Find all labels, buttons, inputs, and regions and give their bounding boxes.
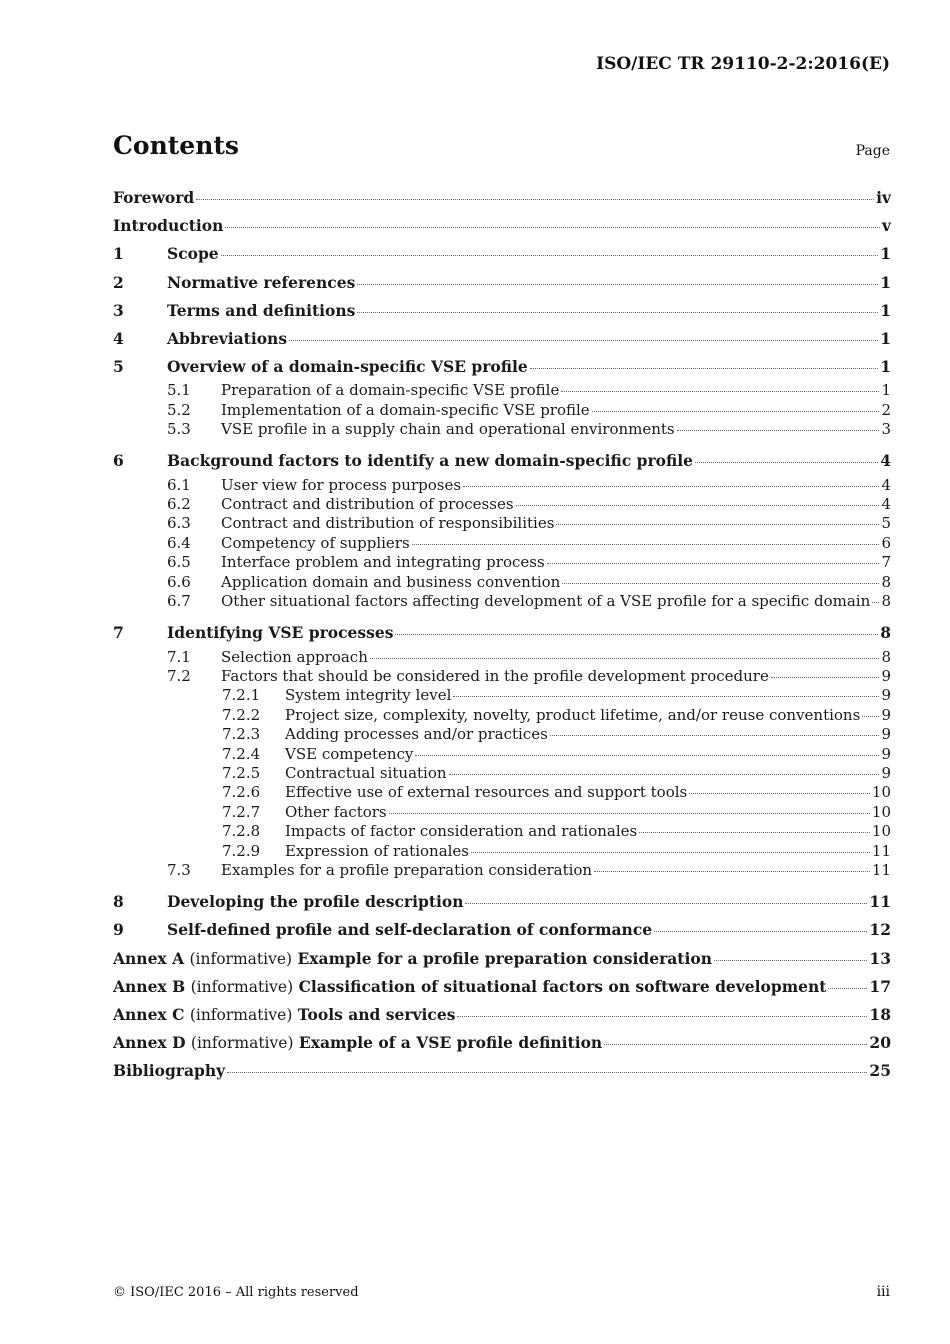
toc-entry-page: 10 — [871, 822, 891, 841]
toc-entry-title: User view for process purposes — [221, 475, 462, 494]
toc-entry[interactable] — [113, 686, 891, 705]
toc-entry[interactable] — [113, 888, 891, 916]
toc-entry-page: 4 — [881, 495, 891, 514]
toc-entry[interactable] — [113, 447, 891, 475]
toc-entry-title: Preparation of a domain-specific VSE profile — [221, 381, 560, 400]
toc-entry-title: VSE competency — [285, 744, 414, 763]
toc-entry-number: 5 — [113, 357, 124, 377]
toc-entry-title: System integrity level — [285, 686, 452, 705]
toc-entry-number: 7.2.6 — [222, 783, 261, 802]
annex-type: (informative) — [189, 949, 293, 968]
dot-leader — [457, 1016, 867, 1017]
toc-entry[interactable] — [113, 706, 891, 725]
toc-entry-title: Abbreviations — [167, 328, 288, 348]
toc-entry[interactable] — [113, 842, 891, 861]
toc-entry-title: Application domain and business convention — [221, 572, 561, 591]
toc-entry-number: 7.2.5 — [222, 763, 261, 782]
toc-entry[interactable] — [113, 212, 891, 240]
dot-leader — [547, 563, 880, 564]
toc-entry[interactable] — [113, 725, 891, 744]
annex-label: Annex B — [113, 976, 186, 996]
toc-entry-page: 9 — [881, 686, 891, 705]
toc-entry-title: Terms and definitions — [167, 300, 356, 320]
annex-title: Example for a profile preparation consideration — [297, 948, 712, 968]
document-id: ISO/IEC TR 29110-2-2:2016(E) — [596, 54, 890, 74]
dot-leader — [562, 583, 879, 584]
toc-entry-title: Overview of a domain-specific VSE profile — [167, 357, 528, 377]
toc-entry-number: 3 — [113, 300, 124, 320]
toc-entry[interactable] — [113, 420, 891, 439]
toc-entry-title: Other situational factors affecting development of a VSE profile for a specific domain — [221, 592, 871, 611]
dot-leader — [221, 255, 879, 256]
toc-entry-page: 1 — [881, 381, 891, 400]
toc-entry-page: 1 — [880, 328, 891, 348]
dot-leader — [196, 199, 874, 200]
dot-leader — [771, 677, 880, 678]
toc-entry[interactable] — [113, 269, 891, 297]
toc-entry-page: 12 — [869, 920, 891, 940]
dot-leader — [654, 931, 867, 932]
toc-entry-number: 7.1 — [167, 647, 191, 666]
contents-heading: Contents — [113, 131, 240, 160]
dot-leader — [289, 340, 878, 341]
toc-entry[interactable] — [113, 667, 891, 686]
toc-entry-number: 2 — [113, 272, 124, 292]
annex-label: Annex A — [113, 948, 185, 968]
dot-leader — [714, 960, 867, 961]
toc-entry[interactable] — [113, 401, 891, 420]
toc-entry-page: 1 — [880, 300, 891, 320]
toc-entry-page: 25 — [869, 1061, 891, 1081]
toc-entry-page: 1 — [880, 244, 891, 264]
toc-entry-number: 7.2.9 — [222, 841, 261, 860]
toc-entry-page: 17 — [869, 976, 891, 996]
copyright-notice: © ISO/IEC 2016 – All rights reserved — [113, 1285, 359, 1300]
toc-entry-page: 1 — [880, 272, 891, 292]
toc-entry-number: 6.7 — [167, 592, 191, 611]
toc-entry-page: 6 — [881, 533, 891, 552]
toc-entry-title: Impacts of factor consideration and rationales — [285, 822, 638, 841]
toc-entry-title: Interface problem and integrating process — [221, 553, 545, 572]
toc-entry[interactable] — [113, 553, 891, 572]
toc-entry-number: 7.2.8 — [222, 822, 261, 841]
annex-label: Annex C — [113, 1005, 185, 1025]
dot-leader — [872, 602, 879, 603]
toc-entry[interactable] — [113, 648, 891, 667]
toc-entry-title — [113, 1029, 602, 1057]
toc-entry-number: 7.2.7 — [222, 802, 261, 821]
toc-entry-title: Implementation of a domain-specific VSE profile — [221, 400, 590, 419]
toc-entry-page: 10 — [871, 783, 891, 802]
toc-entry-page: 8 — [880, 623, 891, 643]
toc-entry[interactable] — [113, 514, 891, 533]
page-number: iii — [876, 1284, 890, 1300]
toc-entry-number: 6.4 — [167, 533, 191, 552]
annex-title: Tools and services — [297, 1005, 456, 1025]
toc-entry-title: Contractual situation — [285, 763, 447, 782]
toc-entry[interactable] — [113, 381, 891, 400]
toc-entry-title: Effective use of external resources and support tools — [285, 783, 688, 802]
toc-entry-page: 3 — [881, 420, 891, 439]
toc-entry-page: v — [881, 216, 891, 236]
toc-entry-title: Developing the profile description — [167, 892, 464, 912]
dot-leader — [594, 871, 870, 872]
toc-entry-page: 8 — [881, 647, 891, 666]
toc-entry-page: 9 — [881, 666, 891, 685]
dot-leader — [828, 988, 867, 989]
toc-entry-page: 8 — [881, 572, 891, 591]
table-of-contents — [113, 184, 891, 1086]
toc-entry-page: 4 — [880, 451, 891, 471]
toc-entry-page: iv — [876, 188, 891, 207]
toc-entry-title: Other factors — [285, 802, 387, 821]
toc-entry-page: 20 — [869, 1033, 891, 1053]
toc-entry[interactable] — [113, 803, 891, 822]
annex-title: Classification of situational factors on software development — [298, 976, 827, 996]
toc-entry-title: Identifying VSE processes — [167, 623, 394, 643]
toc-entry-number: 7 — [113, 623, 124, 643]
toc-entry[interactable] — [113, 619, 891, 647]
toc-entry[interactable] — [113, 1029, 891, 1057]
toc-entry-page: 10 — [871, 802, 891, 821]
toc-entry[interactable] — [113, 764, 891, 783]
dot-leader — [370, 658, 880, 659]
toc-entry-page: 18 — [869, 1005, 891, 1025]
dot-leader — [604, 1044, 867, 1045]
toc-entry[interactable] — [113, 916, 891, 944]
toc-entry-number: 7.3 — [167, 860, 191, 879]
dot-leader — [415, 755, 879, 756]
toc-entry-title — [113, 973, 826, 1001]
dot-leader — [227, 1072, 867, 1073]
dot-leader — [395, 634, 878, 635]
toc-entry-number: 7.2.3 — [222, 725, 261, 744]
toc-entry[interactable] — [113, 476, 891, 495]
toc-entry-title: Background factors to identify a new domain-specific profile — [167, 451, 693, 471]
dot-leader — [357, 284, 878, 285]
toc-entry-title: Normative references — [167, 272, 356, 292]
toc-entry-title: Introduction — [113, 216, 224, 236]
toc-entry-page: 2 — [881, 400, 891, 419]
toc-entry-page: 13 — [869, 948, 891, 968]
toc-entry-title: Adding processes and/or practices — [285, 725, 548, 744]
toc-entry[interactable] — [113, 1001, 891, 1029]
section-spacer — [113, 611, 891, 619]
annex-type: (informative) — [189, 1006, 293, 1025]
dot-leader — [561, 391, 879, 392]
toc-entry[interactable] — [113, 1057, 891, 1085]
toc-entry[interactable] — [113, 240, 891, 268]
dot-leader — [556, 524, 879, 525]
toc-entry-page: 4 — [881, 475, 891, 494]
dot-leader — [550, 735, 880, 736]
toc-entry-number: 7.2.1 — [222, 686, 261, 705]
toc-entry-title: Foreword — [113, 188, 195, 207]
annex-label: Annex D — [113, 1033, 186, 1053]
dot-leader — [862, 716, 879, 717]
toc-entry[interactable] — [113, 353, 891, 381]
toc-entry[interactable] — [113, 822, 891, 841]
toc-entry-number: 7.2.2 — [222, 705, 261, 724]
dot-leader — [516, 505, 880, 506]
toc-entry-number: 6.6 — [167, 572, 191, 591]
section-spacer — [113, 880, 891, 888]
dot-leader — [677, 430, 880, 431]
toc-entry-page: 9 — [881, 725, 891, 744]
dot-leader — [449, 774, 880, 775]
toc-entry[interactable] — [113, 297, 891, 325]
dot-leader — [689, 793, 870, 794]
annex-type: (informative) — [190, 977, 294, 996]
dot-leader — [695, 462, 878, 463]
dot-leader — [530, 368, 878, 369]
toc-entry-title: Contract and distribution of processes — [221, 495, 514, 514]
dot-leader — [471, 852, 870, 853]
toc-entry[interactable] — [113, 973, 891, 1001]
toc-entry-title: Scope — [167, 244, 219, 264]
toc-entry[interactable] — [113, 534, 891, 553]
toc-entry-page: 11 — [871, 860, 891, 879]
toc-entry-page: 1 — [880, 357, 891, 377]
dot-leader — [389, 813, 870, 814]
toc-entry-page: 9 — [881, 763, 891, 782]
toc-entry-title: Contract and distribution of responsibilities — [221, 514, 555, 533]
toc-entry-page: 11 — [871, 841, 891, 860]
toc-entry[interactable] — [113, 573, 891, 592]
toc-entry-title: Bibliography — [113, 1061, 226, 1081]
dot-leader — [463, 486, 879, 487]
dot-leader — [453, 696, 879, 697]
section-spacer — [113, 439, 891, 447]
toc-entry-number: 5.3 — [167, 420, 191, 439]
toc-entry-number: 1 — [113, 244, 124, 264]
toc-entry-page: 5 — [881, 514, 891, 533]
toc-entry[interactable] — [113, 184, 891, 212]
toc-entry-page: 8 — [881, 592, 891, 611]
toc-entry-page: 9 — [881, 744, 891, 763]
toc-entry-page: 7 — [881, 553, 891, 572]
toc-entry[interactable] — [113, 783, 891, 802]
annex-type: (informative) — [190, 1034, 294, 1053]
toc-entry-title: Competency of suppliers — [221, 533, 410, 552]
toc-entry[interactable] — [113, 945, 891, 973]
toc-entry[interactable] — [113, 495, 891, 514]
toc-entry-page: 9 — [881, 705, 891, 724]
toc-entry-number: 9 — [113, 920, 124, 940]
toc-entry-title — [113, 945, 712, 973]
toc-entry-number: 7.2.4 — [222, 744, 261, 763]
toc-entry-title: Examples for a profile preparation consideration — [221, 860, 593, 879]
toc-entry-title: Selection approach — [221, 647, 368, 666]
dot-leader — [639, 832, 870, 833]
toc-entry-title: Project size, complexity, novelty, product lifetime, and/or reuse conventions — [285, 705, 861, 724]
toc-entry-title: Factors that should be considered in the profile development procedure — [221, 666, 769, 685]
toc-entry-number: 5.1 — [167, 381, 191, 400]
toc-entry[interactable] — [113, 861, 891, 880]
dot-leader — [225, 227, 880, 228]
dot-leader — [357, 312, 878, 313]
toc-entry-number: 6 — [113, 451, 124, 471]
dot-leader — [592, 411, 880, 412]
toc-entry-title: Self-defined profile and self-declaration of conformance — [167, 920, 653, 940]
toc-entry-number: 4 — [113, 328, 124, 348]
toc-entry-number: 7.2 — [167, 666, 191, 685]
annex-title: Example of a VSE profile definition — [298, 1033, 603, 1053]
toc-entry-number: 6.3 — [167, 514, 191, 533]
toc-entry-number: 8 — [113, 892, 124, 912]
toc-entry-number: 6.2 — [167, 495, 191, 514]
toc-entry-page: 11 — [869, 892, 891, 912]
toc-entry-title — [113, 1001, 455, 1029]
toc-entry-title: VSE profile in a supply chain and operational environments — [221, 420, 675, 439]
page-column-label: Page — [855, 143, 890, 159]
toc-entry-title: Expression of rationales — [285, 841, 470, 860]
toc-entry-number: 6.1 — [167, 475, 191, 494]
dot-leader — [465, 903, 867, 904]
toc-entry[interactable] — [113, 592, 891, 611]
toc-entry-number: 5.2 — [167, 400, 191, 419]
toc-entry[interactable] — [113, 745, 891, 764]
dot-leader — [412, 544, 880, 545]
toc-entry[interactable] — [113, 325, 891, 353]
toc-entry-number: 6.5 — [167, 553, 191, 572]
